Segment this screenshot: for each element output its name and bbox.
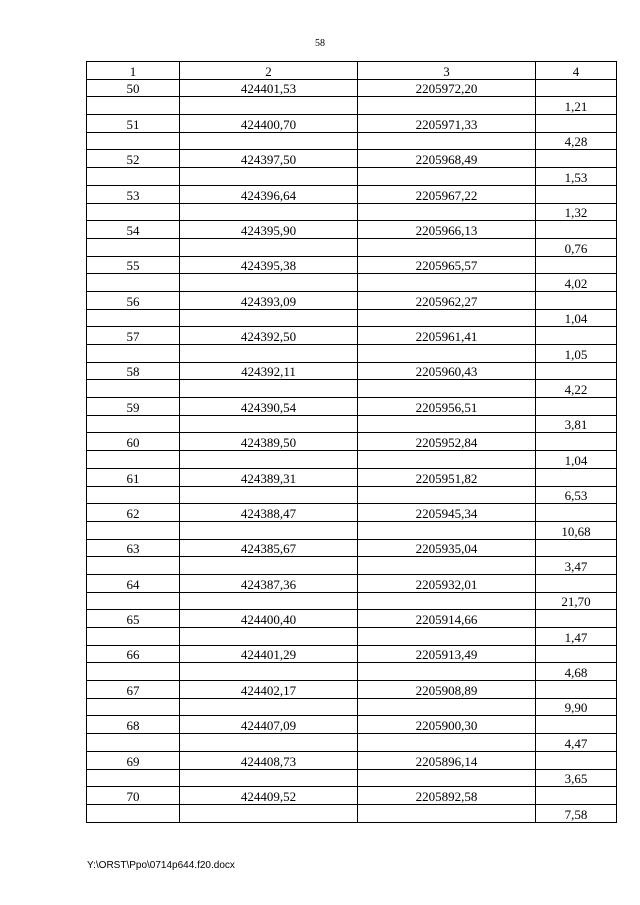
point-number-cell <box>87 628 180 646</box>
point-number-cell: 55 <box>87 256 180 274</box>
y-coordinate-cell <box>358 451 536 469</box>
table-row <box>87 433 617 451</box>
distance-cell <box>536 256 617 274</box>
point-number-cell <box>87 521 180 539</box>
y-coordinate-cell <box>358 698 536 716</box>
distance-cell <box>536 221 617 239</box>
y-coordinate-cell <box>358 415 536 433</box>
point-number-cell: 60 <box>87 433 180 451</box>
point-number-cell <box>87 557 180 575</box>
table-row <box>87 804 617 822</box>
distance-cell: 1,53 <box>536 168 617 186</box>
distance-cell <box>536 150 617 168</box>
table-row <box>87 79 617 97</box>
point-number-cell: 57 <box>87 327 180 345</box>
point-number-cell: 63 <box>87 539 180 557</box>
distance-cell: 10,68 <box>536 521 617 539</box>
table-row <box>87 592 617 610</box>
x-coordinate-cell <box>180 804 358 822</box>
x-coordinate-cell: 424390,54 <box>180 398 358 416</box>
point-number-cell <box>87 769 180 787</box>
distance-cell <box>536 79 617 97</box>
x-coordinate-cell: 424397,50 <box>180 150 358 168</box>
x-coordinate-cell <box>180 415 358 433</box>
y-coordinate-cell <box>358 168 536 186</box>
distance-cell: 9,90 <box>536 698 617 716</box>
point-number-cell: 69 <box>87 751 180 769</box>
x-coordinate-cell: 424407,09 <box>180 716 358 734</box>
column-header: 2 <box>180 62 358 80</box>
y-coordinate-cell: 2205951,82 <box>358 468 536 486</box>
table-row <box>87 132 617 150</box>
y-coordinate-cell <box>358 309 536 327</box>
x-coordinate-cell: 424402,17 <box>180 681 358 699</box>
point-number-cell <box>87 415 180 433</box>
y-coordinate-cell <box>358 486 536 504</box>
column-header: 4 <box>536 62 617 80</box>
distance-cell <box>536 787 617 805</box>
point-number-cell: 65 <box>87 610 180 628</box>
y-coordinate-cell: 2205972,20 <box>358 79 536 97</box>
y-coordinate-cell <box>358 238 536 256</box>
table-row <box>87 256 617 274</box>
distance-cell: 3,47 <box>536 557 617 575</box>
distance-cell: 1,32 <box>536 203 617 221</box>
y-coordinate-cell: 2205913,49 <box>358 645 536 663</box>
distance-cell: 1,04 <box>536 451 617 469</box>
point-number-cell: 50 <box>87 79 180 97</box>
table-row <box>87 557 617 575</box>
table-row <box>87 451 617 469</box>
x-coordinate-cell <box>180 380 358 398</box>
distance-cell: 3,65 <box>536 769 617 787</box>
point-number-cell <box>87 734 180 752</box>
table-row <box>87 150 617 168</box>
x-coordinate-cell <box>180 663 358 681</box>
table-row <box>87 274 617 292</box>
distance-cell <box>536 398 617 416</box>
x-coordinate-cell <box>180 132 358 150</box>
x-coordinate-cell: 424389,31 <box>180 468 358 486</box>
point-number-cell: 54 <box>87 221 180 239</box>
y-coordinate-cell: 2205932,01 <box>358 574 536 592</box>
x-coordinate-cell <box>180 274 358 292</box>
y-coordinate-cell <box>358 804 536 822</box>
distance-cell: 21,70 <box>536 592 617 610</box>
y-coordinate-cell <box>358 97 536 115</box>
point-number-cell <box>87 663 180 681</box>
y-coordinate-cell <box>358 345 536 363</box>
table-row <box>87 734 617 752</box>
y-coordinate-cell: 2205945,34 <box>358 504 536 522</box>
x-coordinate-cell: 424409,52 <box>180 787 358 805</box>
table-row <box>87 610 617 628</box>
table-row <box>87 769 617 787</box>
table-row <box>87 521 617 539</box>
x-coordinate-cell: 424401,53 <box>180 79 358 97</box>
point-number-cell: 70 <box>87 787 180 805</box>
coordinates-table <box>86 61 617 823</box>
table-row <box>87 645 617 663</box>
point-number-cell: 58 <box>87 362 180 380</box>
table-row <box>87 468 617 486</box>
table-row <box>87 716 617 734</box>
distance-cell: 6,53 <box>536 486 617 504</box>
y-coordinate-cell: 2205971,33 <box>358 115 536 133</box>
point-number-cell: 56 <box>87 291 180 309</box>
distance-cell <box>536 504 617 522</box>
point-number-cell <box>87 97 180 115</box>
table-row <box>87 221 617 239</box>
table-row <box>87 238 617 256</box>
y-coordinate-cell: 2205962,27 <box>358 291 536 309</box>
x-coordinate-cell: 424393,09 <box>180 291 358 309</box>
table-row <box>87 628 617 646</box>
x-coordinate-cell: 424388,47 <box>180 504 358 522</box>
distance-cell <box>536 433 617 451</box>
table-row <box>87 415 617 433</box>
point-number-cell: 67 <box>87 681 180 699</box>
y-coordinate-cell: 2205914,66 <box>358 610 536 628</box>
point-number-cell: 59 <box>87 398 180 416</box>
footer-file-path: Y:\ORST\Ppo\0714p644.f20.docx <box>87 860 235 871</box>
y-coordinate-cell <box>358 203 536 221</box>
y-coordinate-cell <box>358 592 536 610</box>
y-coordinate-cell <box>358 663 536 681</box>
table-row <box>87 787 617 805</box>
column-header: 3 <box>358 62 536 80</box>
table-row <box>87 203 617 221</box>
distance-cell: 1,04 <box>536 309 617 327</box>
point-number-cell <box>87 451 180 469</box>
table-row <box>87 309 617 327</box>
distance-cell <box>536 716 617 734</box>
point-number-cell <box>87 380 180 398</box>
distance-cell: 1,47 <box>536 628 617 646</box>
y-coordinate-cell <box>358 557 536 575</box>
x-coordinate-cell: 424395,38 <box>180 256 358 274</box>
x-coordinate-cell <box>180 734 358 752</box>
point-number-cell <box>87 309 180 327</box>
distance-cell <box>536 681 617 699</box>
table-row <box>87 504 617 522</box>
distance-cell: 4,47 <box>536 734 617 752</box>
x-coordinate-cell: 424395,90 <box>180 221 358 239</box>
x-coordinate-cell <box>180 592 358 610</box>
page-number: 58 <box>315 38 325 49</box>
table-row <box>87 698 617 716</box>
y-coordinate-cell: 2205968,49 <box>358 150 536 168</box>
table-row <box>87 751 617 769</box>
x-coordinate-cell: 424387,36 <box>180 574 358 592</box>
distance-cell <box>536 645 617 663</box>
y-coordinate-cell <box>358 769 536 787</box>
table-row <box>87 345 617 363</box>
point-number-cell <box>87 804 180 822</box>
distance-cell: 7,58 <box>536 804 617 822</box>
x-coordinate-cell <box>180 769 358 787</box>
x-coordinate-cell <box>180 345 358 363</box>
x-coordinate-cell: 424392,50 <box>180 327 358 345</box>
x-coordinate-cell <box>180 168 358 186</box>
y-coordinate-cell: 2205966,13 <box>358 221 536 239</box>
y-coordinate-cell: 2205892,58 <box>358 787 536 805</box>
x-coordinate-cell: 424392,11 <box>180 362 358 380</box>
x-coordinate-cell <box>180 238 358 256</box>
table-row <box>87 380 617 398</box>
distance-cell <box>536 539 617 557</box>
distance-cell <box>536 115 617 133</box>
x-coordinate-cell <box>180 521 358 539</box>
table-header-row <box>87 62 617 80</box>
table-row <box>87 97 617 115</box>
distance-cell: 3,81 <box>536 415 617 433</box>
y-coordinate-cell <box>358 628 536 646</box>
x-coordinate-cell: 424400,40 <box>180 610 358 628</box>
distance-cell: 1,21 <box>536 97 617 115</box>
y-coordinate-cell: 2205952,84 <box>358 433 536 451</box>
y-coordinate-cell <box>358 521 536 539</box>
table-body <box>87 79 617 822</box>
table-row <box>87 115 617 133</box>
table-row <box>87 327 617 345</box>
point-number-cell <box>87 238 180 256</box>
table-row <box>87 291 617 309</box>
y-coordinate-cell <box>358 274 536 292</box>
y-coordinate-cell: 2205908,89 <box>358 681 536 699</box>
point-number-cell: 51 <box>87 115 180 133</box>
x-coordinate-cell: 424408,73 <box>180 751 358 769</box>
table-row <box>87 168 617 186</box>
point-number-cell: 64 <box>87 574 180 592</box>
point-number-cell <box>87 486 180 504</box>
x-coordinate-cell: 424385,67 <box>180 539 358 557</box>
distance-cell: 4,02 <box>536 274 617 292</box>
table-row <box>87 398 617 416</box>
distance-cell <box>536 468 617 486</box>
point-number-cell: 53 <box>87 185 180 203</box>
distance-cell <box>536 185 617 203</box>
y-coordinate-cell <box>358 380 536 398</box>
x-coordinate-cell <box>180 451 358 469</box>
y-coordinate-cell <box>358 132 536 150</box>
distance-cell <box>536 610 617 628</box>
point-number-cell <box>87 203 180 221</box>
point-number-cell: 62 <box>87 504 180 522</box>
table-row <box>87 681 617 699</box>
table-row <box>87 663 617 681</box>
distance-cell: 4,28 <box>536 132 617 150</box>
x-coordinate-cell: 424400,70 <box>180 115 358 133</box>
point-number-cell <box>87 698 180 716</box>
point-number-cell: 66 <box>87 645 180 663</box>
y-coordinate-cell: 2205961,41 <box>358 327 536 345</box>
distance-cell <box>536 574 617 592</box>
point-number-cell <box>87 345 180 363</box>
distance-cell: 4,68 <box>536 663 617 681</box>
table-row <box>87 574 617 592</box>
y-coordinate-cell: 2205900,30 <box>358 716 536 734</box>
distance-cell <box>536 291 617 309</box>
x-coordinate-cell <box>180 309 358 327</box>
distance-cell: 4,22 <box>536 380 617 398</box>
point-number-cell: 52 <box>87 150 180 168</box>
x-coordinate-cell: 424389,50 <box>180 433 358 451</box>
x-coordinate-cell <box>180 486 358 504</box>
point-number-cell: 68 <box>87 716 180 734</box>
table-row <box>87 362 617 380</box>
table-row <box>87 486 617 504</box>
table-row <box>87 539 617 557</box>
point-number-cell <box>87 168 180 186</box>
distance-cell <box>536 362 617 380</box>
distance-cell <box>536 751 617 769</box>
y-coordinate-cell: 2205967,22 <box>358 185 536 203</box>
x-coordinate-cell <box>180 557 358 575</box>
y-coordinate-cell: 2205960,43 <box>358 362 536 380</box>
table-row <box>87 185 617 203</box>
x-coordinate-cell <box>180 97 358 115</box>
y-coordinate-cell: 2205956,51 <box>358 398 536 416</box>
x-coordinate-cell <box>180 203 358 221</box>
x-coordinate-cell: 424396,64 <box>180 185 358 203</box>
y-coordinate-cell: 2205965,57 <box>358 256 536 274</box>
point-number-cell <box>87 592 180 610</box>
x-coordinate-cell: 424401,29 <box>180 645 358 663</box>
point-number-cell: 61 <box>87 468 180 486</box>
column-header: 1 <box>87 62 180 80</box>
x-coordinate-cell <box>180 628 358 646</box>
distance-cell <box>536 327 617 345</box>
distance-cell: 0,76 <box>536 238 617 256</box>
distance-cell: 1,05 <box>536 345 617 363</box>
point-number-cell <box>87 274 180 292</box>
point-number-cell <box>87 132 180 150</box>
y-coordinate-cell: 2205896,14 <box>358 751 536 769</box>
x-coordinate-cell <box>180 698 358 716</box>
y-coordinate-cell <box>358 734 536 752</box>
y-coordinate-cell: 2205935,04 <box>358 539 536 557</box>
